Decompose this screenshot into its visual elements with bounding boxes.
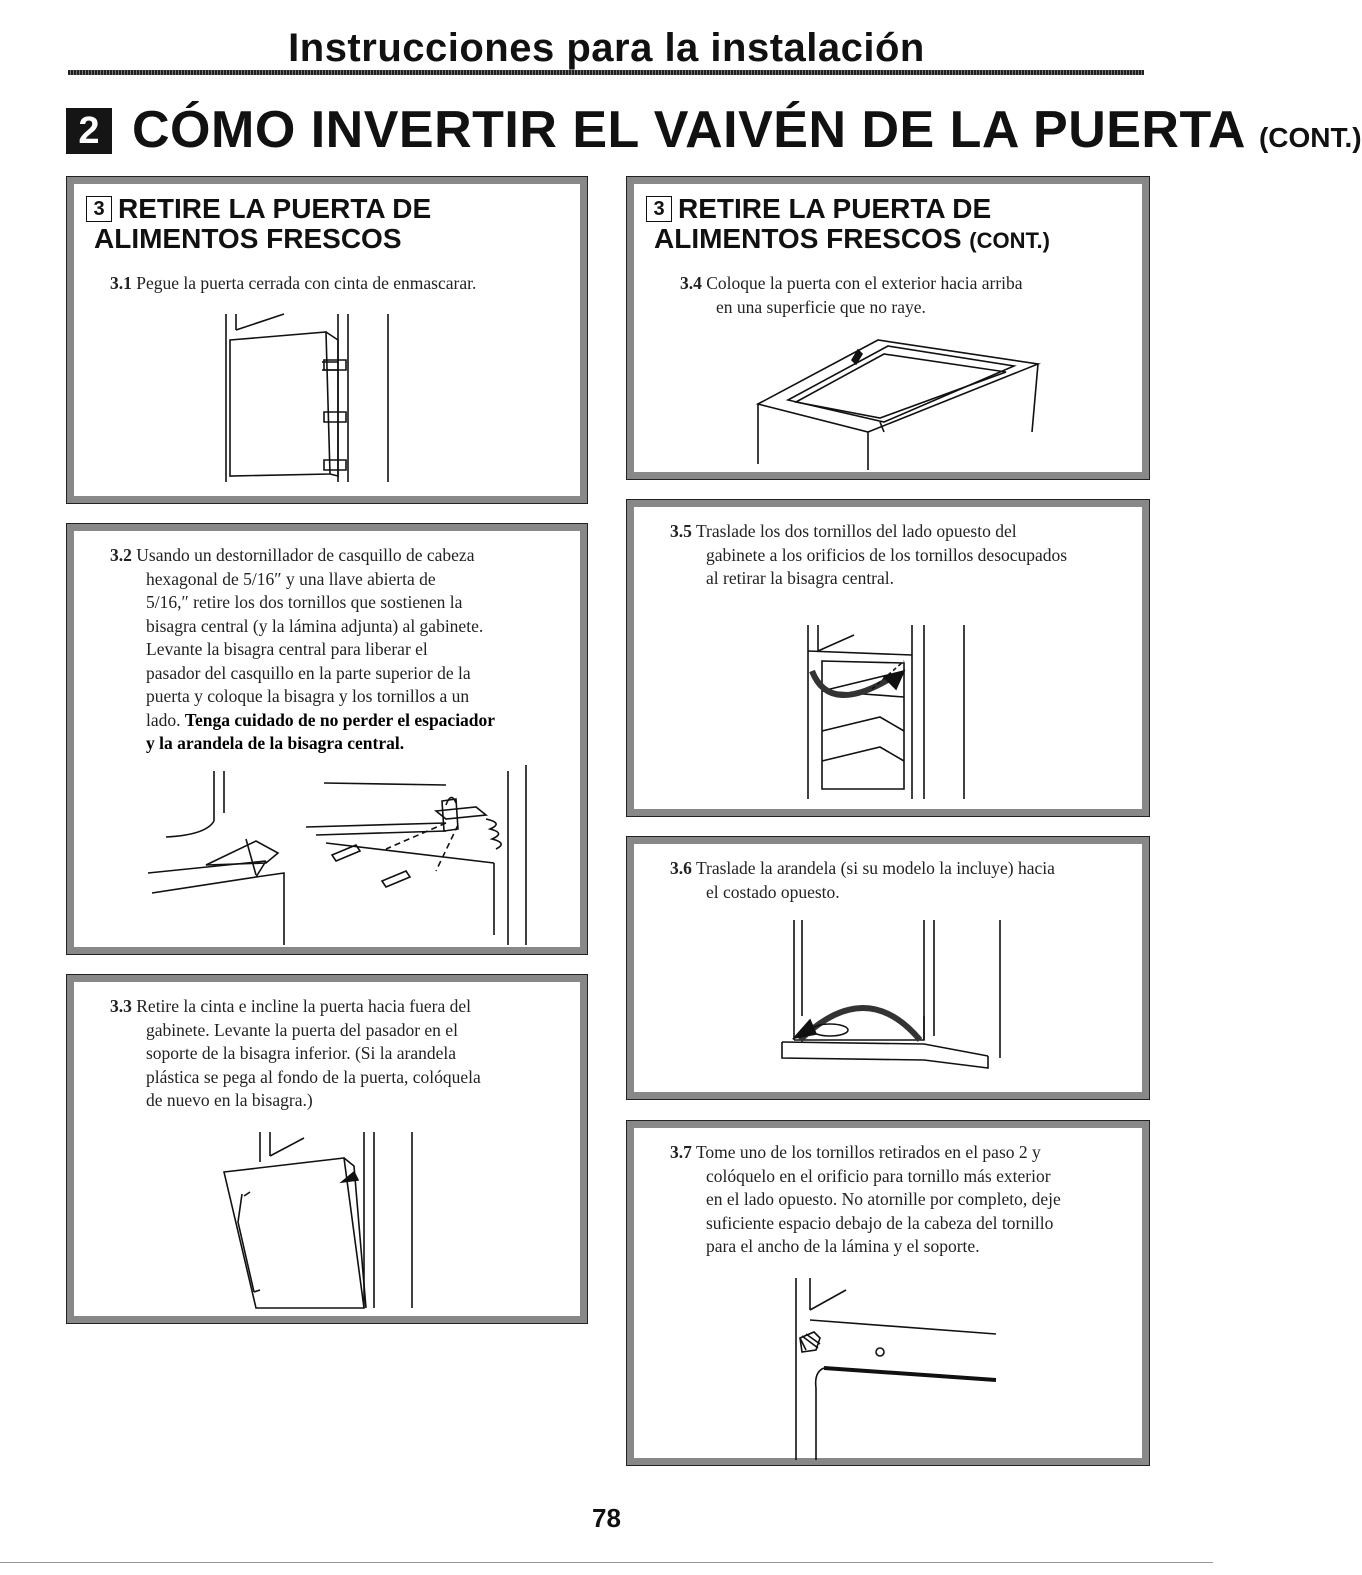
illustration-door-on-surface — [748, 332, 1048, 472]
step-line: en una superficie que no raye. — [716, 296, 926, 317]
step-line: de nuevo en la bisagra.) — [146, 1090, 313, 1110]
step-line: al retirar la bisagra central. — [706, 568, 895, 588]
step-line: Levante la bisagra central para liberar el — [146, 639, 428, 659]
caution-text: Tenga cuidado de no perder el espaciador — [184, 709, 496, 730]
right-box-title-cont: (CONT.) — [969, 228, 1050, 253]
step-number: 3.3 — [110, 996, 132, 1016]
step-line-plain: lado. — [146, 709, 181, 730]
step-line: Tome uno de los tornillos retirados en el paso 2 y — [695, 1142, 1041, 1162]
step-line: en el lado opuesto. No atornille por completo, deje — [706, 1189, 1061, 1209]
left-box-title-line2: ALIMENTOS FRESCOS — [94, 223, 402, 254]
step-line: Usando un destornillador de casquillo de cabeza — [136, 545, 475, 565]
right-box-title-line1: RETIRE LA PUERTA DE — [678, 193, 992, 224]
step-number: 3.1 — [110, 273, 132, 293]
footer-rule — [0, 1562, 1213, 1563]
step-3-2-box — [66, 523, 588, 955]
step-line: Traslade la arandela (si su modelo la incluye) hacia — [695, 858, 1055, 878]
section-title-cont: (CONT.) — [1258, 122, 1362, 153]
section-title — [132, 100, 1362, 160]
header-rule — [68, 70, 1144, 75]
step-line: pasador del casquillo en la parte superior de la — [146, 662, 471, 683]
right-box-heading — [646, 194, 1050, 256]
step-3-1-text — [110, 272, 590, 296]
step-number: 3.4 — [680, 273, 702, 293]
step-3-3-box — [66, 974, 588, 1324]
caution-text: y la arandela de la bisagra central. — [146, 733, 405, 753]
step-3-1-box — [66, 176, 588, 504]
step-badge: 3 — [86, 196, 112, 222]
right-box-title-line2: ALIMENTOS FRESCOS — [654, 223, 962, 254]
step-3-7-text — [670, 1141, 1150, 1259]
illustration-move-washer — [770, 916, 1010, 1096]
illustration-insert-screw — [784, 1268, 1014, 1468]
step-line: Traslade los dos tornillos del lado opuesto del — [695, 521, 1017, 541]
step-3-4-text — [680, 272, 1150, 319]
page-header-title: Instrucciones para la instalación — [288, 26, 925, 70]
step-number: 3.2 — [110, 545, 132, 565]
step-3-4-box — [626, 176, 1150, 480]
step-line — [110, 732, 590, 756]
step-line — [110, 709, 590, 733]
step-line: plástica se pega al fondo de la puerta, colóquela — [146, 1066, 481, 1087]
illustration-tape-closed-door — [214, 310, 454, 490]
step-3-7-box — [626, 1120, 1150, 1466]
section-title-text: CÓMO INVERTIR EL VAIVÉN DE LA PUERTA — [132, 101, 1245, 159]
left-box-title-line1: RETIRE LA PUERTA DE — [118, 193, 432, 224]
step-line: hexagonal de 5/16″ y una llave abierta de — [146, 568, 436, 589]
illustration-center-hinge — [146, 763, 546, 948]
step-number: 3.6 — [670, 858, 692, 878]
illustration-tilt-door-out — [214, 1122, 454, 1312]
step-3-6-box — [626, 836, 1150, 1100]
step-line: colóquelo en el orificio para tornillo más exterior — [706, 1165, 1051, 1186]
illustration-move-screws — [800, 621, 990, 811]
step-line: puerta y coloque la bisagra y los tornillos a un — [146, 686, 470, 706]
step-line: Retire la cinta e incline la puerta hacia fuera del — [136, 996, 471, 1016]
step-line: gabinete a los orificios de los tornillos desocupados — [706, 544, 1068, 565]
step-3-6-text — [670, 857, 1150, 904]
step-3-5-box — [626, 499, 1150, 817]
step-line: 5/16,″ retire los dos tornillos que sostienen la — [146, 592, 463, 612]
step-text: Pegue la puerta cerrada con cinta de enmascarar. — [136, 273, 477, 293]
step-line: para el ancho de la lámina y el soporte. — [706, 1236, 980, 1256]
left-box-heading — [86, 194, 431, 254]
page-number: 78 — [592, 1503, 621, 1533]
step-line: soporte de la bisagra inferior. (Si la arandela — [146, 1043, 457, 1063]
step-number: 3.5 — [670, 521, 692, 541]
step-badge: 3 — [646, 196, 672, 222]
step-3-3-text — [110, 995, 590, 1113]
step-line: gabinete. Levante la puerta del pasador en el — [146, 1019, 458, 1040]
step-line: bisagra central (y la lámina adjunta) al gabinete. — [146, 615, 484, 636]
step-line: suficiente espacio debajo de la cabeza del tornillo — [706, 1212, 1054, 1233]
section-number-badge: 2 — [66, 108, 112, 154]
step-line: el costado opuesto. — [706, 881, 840, 902]
step-3-2-text — [110, 544, 590, 756]
step-number: 3.7 — [670, 1142, 692, 1162]
step-3-5-text — [670, 520, 1150, 591]
step-line: Coloque la puerta con el exterior hacia arriba — [706, 273, 1023, 293]
